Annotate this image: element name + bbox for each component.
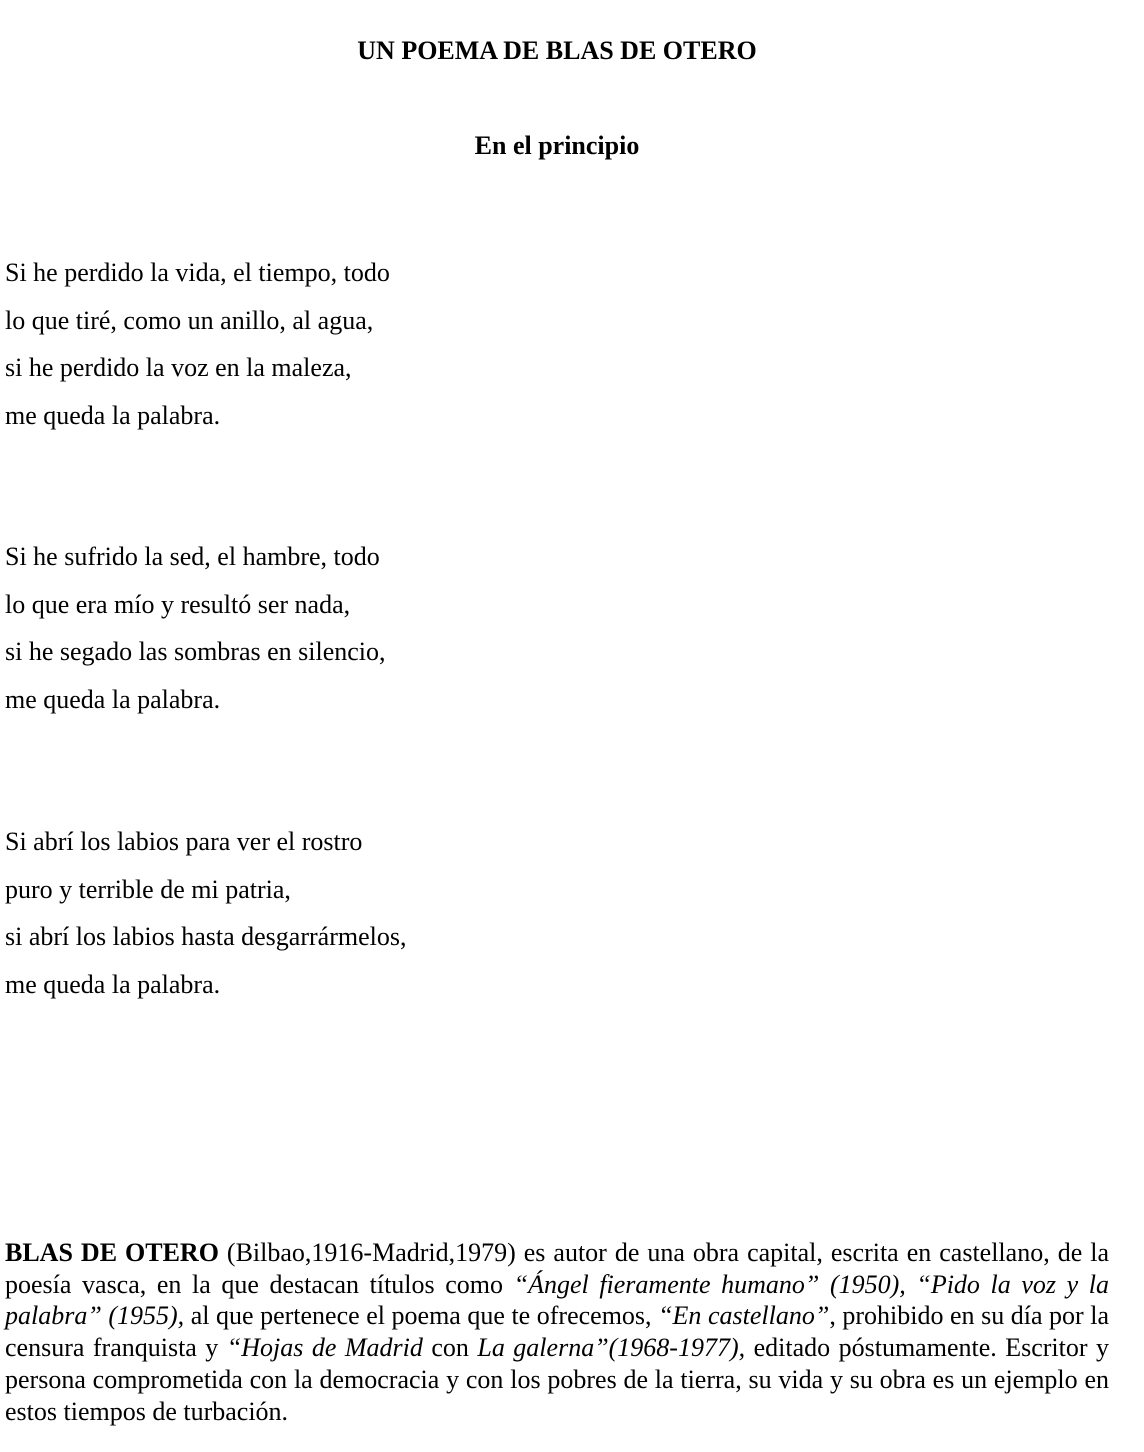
poem-line: si abrí los labios hasta desgarrármelos, [5, 922, 407, 951]
poem-line: si he perdido la voz en la maleza, [5, 353, 352, 382]
poem-stanza-2 [5, 533, 386, 723]
bio-text: al que pertenece el poema que te ofrecemos, [184, 1301, 659, 1331]
poem-line: si he segado las sombras en silencio, [5, 637, 386, 666]
bio-text: editado póstumamente. Escritor y persona comprometida con la democracia y con los pobres de la tierra, su vida y su obra es un ejemplo en estos tiempos de turbación. [5, 1333, 1110, 1426]
bio-text: , prohibido en su día por la censura franquista y [5, 1301, 1110, 1363]
bio-text: (Bilbao,1916-Madrid,1979) es autor de una obra capital, escrita en castellano, de la poesía vasca, en la que destacan títulos como [5, 1238, 1109, 1299]
author-bio-paragraph [5, 1237, 1109, 1427]
poem-line: Si abrí los labios para ver el rostro [5, 827, 363, 856]
poem-stanza-1 [5, 249, 390, 439]
poem-line: lo que tiré, como un anillo, al agua, [5, 305, 374, 335]
page-title: UN POEMA DE BLAS DE OTERO [357, 36, 757, 65]
author-name: BLAS DE OTERO [5, 1238, 219, 1267]
poem-line: Si he sufrido la sed, el hambre, todo [5, 542, 380, 571]
poem-line: lo que era mío y resultó ser nada, [5, 589, 351, 619]
poem-line: me queda la palabra. [5, 969, 221, 999]
bio-work-title: “En castellano” [658, 1301, 830, 1331]
poem-title: En el principio [474, 131, 640, 160]
bio-work-title: “Hojas de Madrid [226, 1333, 423, 1363]
poem-line: me queda la palabra. [5, 684, 221, 714]
poem-line: Si he perdido la vida, el tiempo, todo [5, 258, 390, 287]
bio-work-titles: “Ángel fieramente humano” (1950), “Pido la voz y la palabra” (1955), [5, 1269, 1109, 1331]
poem-line: puro y terrible de mi patria, [5, 874, 291, 904]
bio-text: con [422, 1333, 478, 1363]
bio-work-title: La galerna”(1968-1977), [477, 1333, 746, 1363]
poem-stanza-3 [5, 818, 406, 1008]
poem-line: me queda la palabra. [5, 400, 221, 430]
